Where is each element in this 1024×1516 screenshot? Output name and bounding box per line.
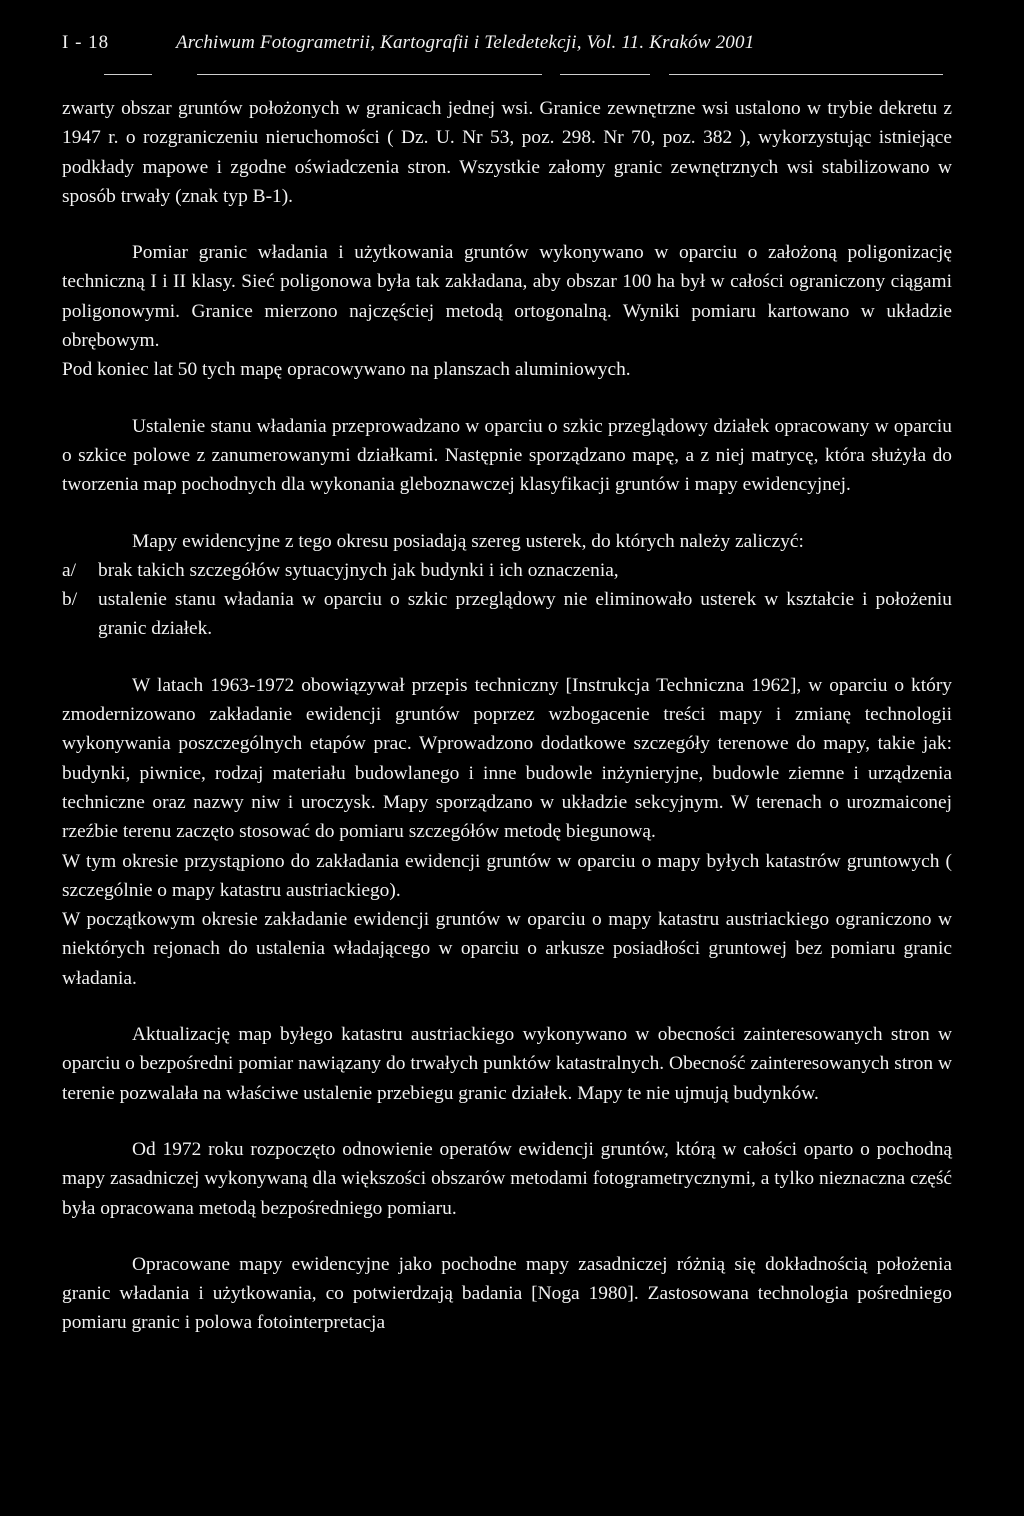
list-item-text: brak takich szczegółów sytuacyjnych jak budynki i ich oznaczenia,: [98, 559, 619, 581]
paragraph: Opracowane mapy ewidencyjne jako pochodne mapy zasadniczej różnią się dokładnością położenia granic władania i użytkowania, co potwierdzają badania [Noga 1980]. Zastosowana technologia pośredniego pomiaru granic i polowa fotointerpretacja: [62, 1253, 952, 1334]
list-item: [62, 556, 952, 585]
paragraph: W tym okresie przystąpiono do zakładania ewidencji gruntów w oparciu o mapy byłych katastrów gruntowych ( szczególnie o mapy katastru austriackiego).: [62, 850, 952, 901]
paragraph: Pod koniec lat 50 tych mapę opracowywano na planszach aluminiowych.: [62, 359, 631, 381]
paragraph: zwarty obszar gruntów położonych w granicach jednej wsi. Granice zewnętrzne wsi ustalono w trybie dekretu z 1947 r. o rozgraniczeniu nieruchomości ( Dz. U. Nr 53, poz. 298. Nr 70, poz. 382 ), wykorzystując istniejące podkłady mapowe i zgodne oświadczenia stron. Wszystkie załomy granic zewnętrznych wsi stabilizowano w sposób trwały (znak typ B-1).: [62, 98, 952, 207]
paragraph: Aktualizację map byłego katastru austriackiego wykonywano w obecności zainteresowanych stron w oparciu o bezpośredni pomiar nawiązany do trwałych punktów katastralnych. Obecność zainteresowanych stron w terenie pozwalała na właściwe ustalenie przebiegu granic działek. Mapy te nie ujmują budynków.: [62, 1024, 952, 1104]
paragraph: W latach 1963-1972 obowiązywał przepis techniczny [Instrukcja Techniczna 1962], w oparciu o który zmodernizowano zakładanie ewidencji gruntów poprzez wzbogacenie treści mapy i zmianę technologii wykonywania poszczególnych etapów prac. Wprowadzono dodatkowe szczegóły terenowe do mapy, takie jak: budynki, piwnice, rodzaj materiału budowlanego i inne budowle inżynieryjne, budowle ziemne i urządzenia techniczne oraz nazwy niw i uroczysk. Mapy sporządzano w układzie sekcyjnym. W terenach o urozmaiconej rzeźbie terenu zaczęto stosować do pomiaru szczegółów metodę biegunową.: [62, 674, 952, 843]
list-item: [62, 585, 952, 644]
list-item-text: ustalenie stanu władania w oparciu o szkic przeglądowy nie eliminowało usterek w kształcie i położeniu granic działek.: [98, 589, 952, 640]
paragraph: Od 1972 roku rozpoczęto odnowienie operatów ewidencji gruntów, którą w całości oparto o pochodną mapy zasadniczej wykonywaną dla większości obszarów metodami fotogrametrycznymi, a tylko nieznaczna część była opracowana metodą bezpośredniego pomiaru.: [62, 1138, 952, 1219]
header-rule-segment: [104, 74, 152, 75]
paragraph: Ustalenie stanu władania przeprowadzano w oparciu o szkic przeglądowy działek opracowany w oparciu o szkice polowe z zanumerowanymi działkami. Następnie sporządzano mapę, a z niej matrycę, która służyła do tworzenia map pochodnych dla wykonania gleboznawczej klasyfikacji gruntów i mapy ewidencyjnej.: [62, 415, 952, 496]
paragraph: W początkowym okresie zakładanie ewidencji gruntów w oparciu o mapy katastru austriackiego ograniczono w niektórych rejonach do ustalenia władającego w oparciu o arkusze posiadłości gruntowej bez pomiaru granic władania.: [62, 909, 952, 989]
header-rule-segment: [669, 74, 943, 75]
journal-title: Archiwum Fotogrametrii, Kartografii i Teledetekcji, Vol. 11. Kraków 2001: [176, 32, 755, 53]
list-marker: b/: [62, 589, 78, 611]
page-number: I - 18: [62, 32, 110, 53]
paragraph: Pomiar granic władania i użytkowania gruntów wykonywano w oparciu o założoną poligonizację techniczną I i II klasy. Sieć poligonowa była tak zakładana, aby obszar 100 ha był w całości ograniczony ciągami poligonowymi. Granice mierzono najczęściej metodą ortogonalną. Wyniki pomiaru kartowano w układzie obrębowym.: [62, 242, 952, 352]
list-marker: a/: [62, 559, 76, 581]
body-text: [62, 94, 952, 1338]
running-header: [62, 32, 964, 58]
header-rule-segment: [197, 74, 542, 75]
paragraph: Mapy ewidencyjne z tego okresu posiadają szereg usterek, do których należy zaliczyć:: [132, 530, 804, 552]
header-rule-segment: [560, 74, 650, 75]
